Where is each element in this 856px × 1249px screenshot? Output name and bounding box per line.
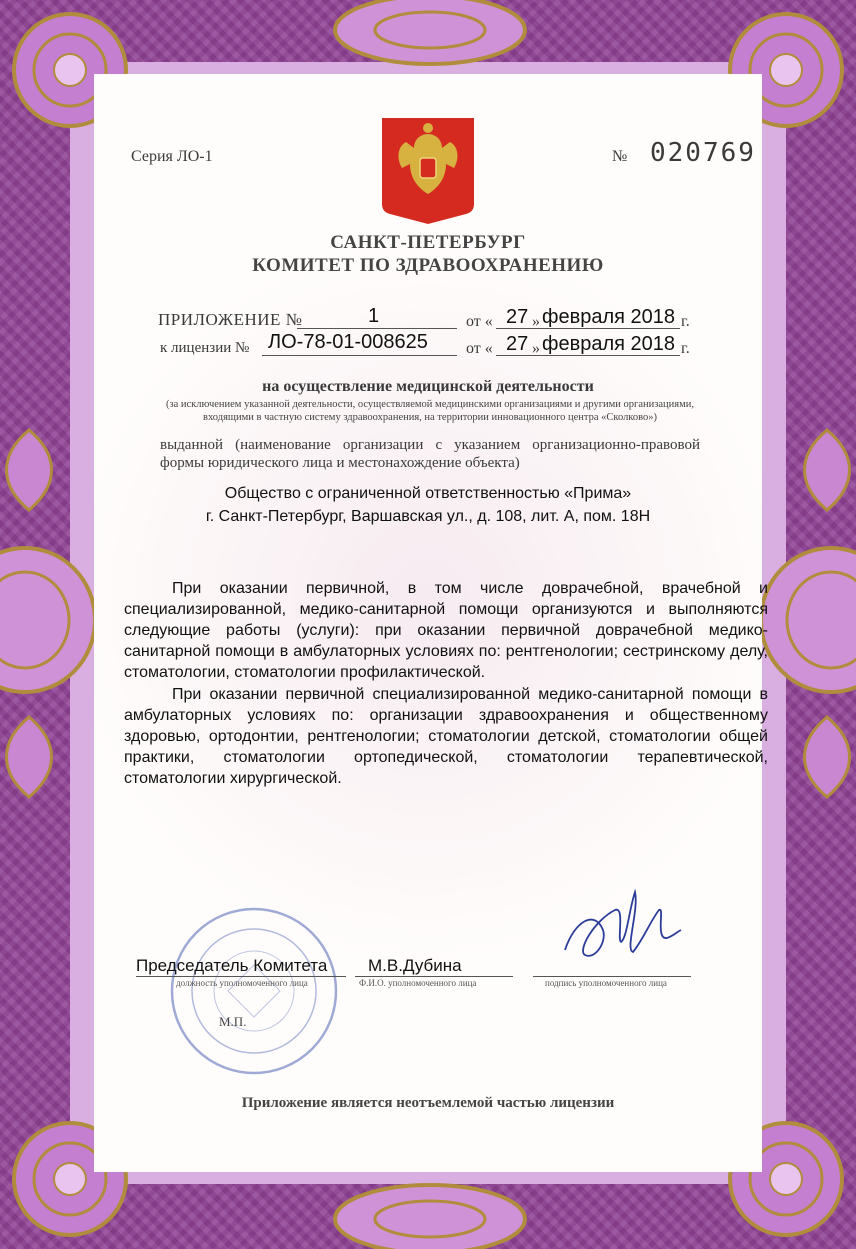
series-label: Серия ЛО-1 <box>131 148 213 165</box>
name-caption: Ф.И.О. уполномоченного лица <box>359 978 477 988</box>
license-date-line <box>496 355 680 356</box>
appendix-month-year: февраля 2018 <box>542 306 675 328</box>
russia-coat-of-arms-icon <box>380 116 476 226</box>
signature-line <box>533 976 691 977</box>
appendix-number-line <box>297 328 457 329</box>
organization-name: Общество с ограниченной ответственностью «Прима» <box>224 485 632 502</box>
signatory-name: М.В.Дубина <box>368 956 462 975</box>
activity-heading: на осуществление медицинской деятельности <box>262 378 594 395</box>
license-month-year: февраля 2018 <box>542 333 675 355</box>
handwritten-signature <box>555 880 685 975</box>
appendix-day: 27 <box>506 306 529 328</box>
license-date-prefix: от « <box>466 340 493 357</box>
appendix-month-sep: » <box>532 313 540 330</box>
medallion-ornament-icon <box>0 545 100 695</box>
appendix-year-suffix: г. <box>681 313 690 330</box>
activity-note: (за исключением указанной деятельности, осуществляемой медицинскими организациями и другими организациями, входящими в частную систему здравоохранения, на территории инновационного центра «Сколково») <box>165 399 695 423</box>
position-line <box>136 976 346 977</box>
license-label: к лицензии № <box>160 340 250 356</box>
name-line <box>355 976 513 977</box>
title-city: САНКТ-ПЕТЕРБУРГ <box>330 232 526 253</box>
number-sign: № <box>612 148 628 165</box>
signature-caption: подпись уполномоченного лица <box>545 978 667 988</box>
official-seal-stamp <box>168 905 340 1077</box>
bottom-ornament-icon <box>330 1169 530 1249</box>
services-paragraph-2: При оказании первичной специализированной медико-санитарной помощи в амбулаторных условиях по: организации здравоохранения и общественному здоровью, ортодонтии, рентгенологии; стоматологии детской, стоматологии общей практики, стоматологии ортопедической, стоматологии терапевтической, стоматологии хирургической. <box>124 686 768 787</box>
license-number: ЛО-78-01-008625 <box>268 331 428 353</box>
footer-note: Приложение является неотъемлемой частью лицензии <box>241 1095 615 1111</box>
side-ornament-icon <box>792 712 856 802</box>
license-number-line <box>262 355 457 356</box>
position-caption: должность уполномоченного лица <box>176 978 308 988</box>
license-day: 27 <box>506 333 529 355</box>
signatory-position: Председатель Комитета <box>136 956 328 975</box>
seal-place-label: М.П. <box>219 1014 247 1029</box>
issued-to-caption: выданной (наименование организации с указанием организационно-правовой формы юридического лица и местонахождение объекта) <box>160 437 700 471</box>
medallion-ornament-icon <box>756 545 856 695</box>
side-ornament-icon <box>0 712 64 802</box>
organization-address: г. Санкт-Петербург, Варшавская ул., д. 108, лит. А, пом. 18Н <box>205 508 651 525</box>
appendix-number: 1 <box>368 305 380 327</box>
appendix-date-prefix: от « <box>466 313 493 330</box>
top-ornament-icon <box>330 0 530 80</box>
license-year-suffix: г. <box>681 340 690 357</box>
appendix-label: ПРИЛОЖЕНИЕ № <box>158 310 303 329</box>
title-committee: КОМИТЕТ ПО ЗДРАВООХРАНЕНИЮ <box>252 255 604 276</box>
license-month-sep: » <box>532 340 540 357</box>
services-paragraph-1: При оказании первичной, в том числе доврачебной, врачебной и специализированной, медико-санитарной помощи организуются и выполняются следующие работы (услуги): при оказании первичной доврачебной медико-санитарной помощи в амбулаторных условиях по: рентгенологии; сестринскому делу, стоматологии, стоматологии профилактической. <box>124 580 768 681</box>
appendix-date-line <box>496 328 680 329</box>
license-serial-number: 020769 <box>650 138 756 168</box>
